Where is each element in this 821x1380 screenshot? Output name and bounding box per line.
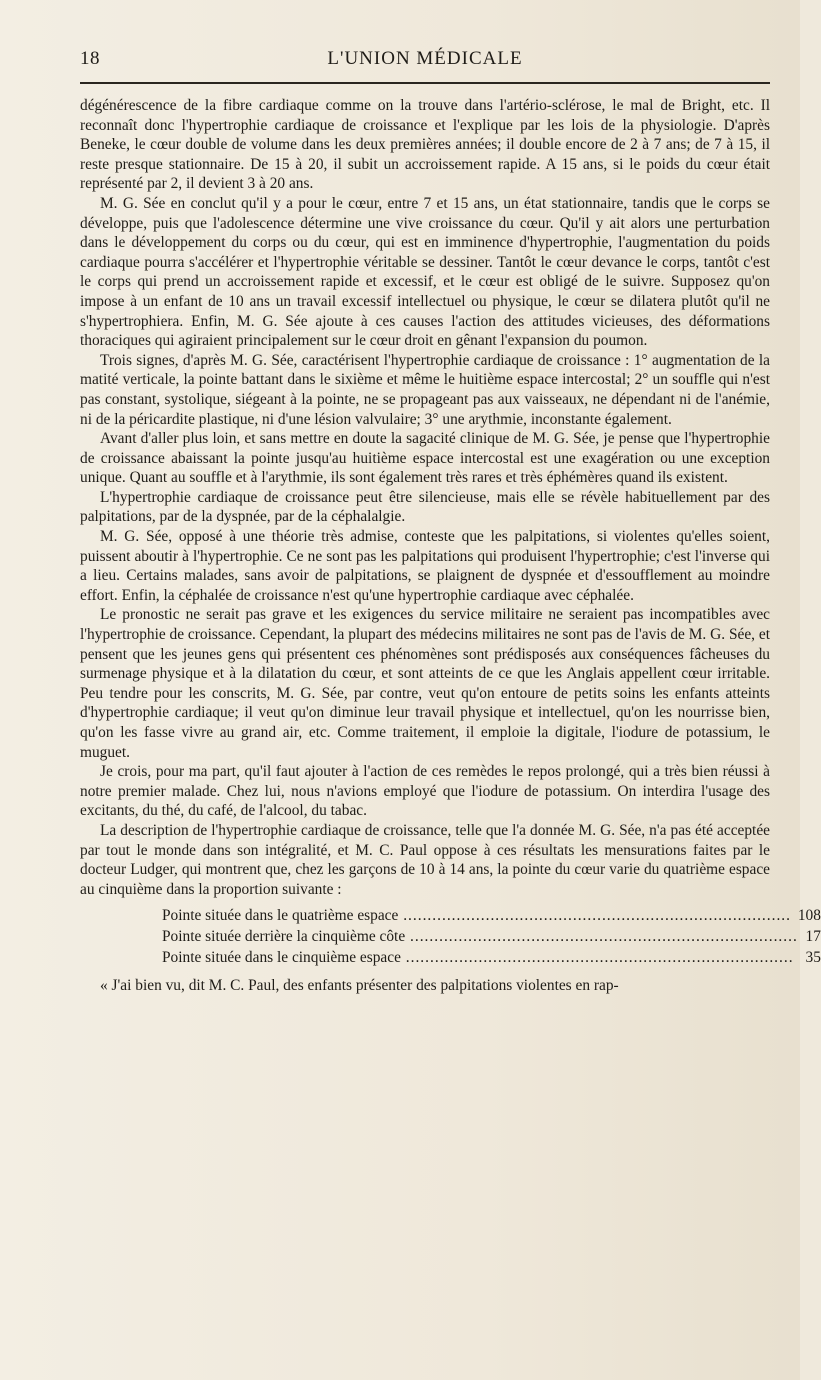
header-rule xyxy=(80,82,770,84)
article-body xyxy=(80,96,821,996)
measurement-label: Pointe située derrière la cinquième côte xyxy=(162,928,406,946)
measurement-value: 17 xyxy=(805,928,821,946)
paragraph-8: Je crois, pour ma part, qu'il faut ajouter à l'action de ces remèdes le repos prolongé, qui a très bien réussi à notre premier malade. Chez lui, nous n'avions employé que l'iodure de potassium. On interdira l'usage des excitants, du thé, du café, de l'alcool, du tabac. xyxy=(80,763,770,820)
leader-dots xyxy=(401,949,794,966)
table-row xyxy=(162,905,821,926)
measurement-label: Pointe située dans le cinquième espace xyxy=(162,949,401,967)
measurement-value: 35 xyxy=(805,949,821,967)
paragraph-2: M. G. Sée en conclut qu'il y a pour le cœur, entre 7 et 15 ans, un état stationnaire, tandis que le corps se développe, puis que l'adolescence détermine une vive croissance du cœur. Qu'il y ait alors une perturbation dans le développement du corps ou du cœur, qui est en imminence d'hypertrophie, l'augmentation du poids cardiaque pourra s'accélérer et l'hypertrophie véritable se dessiner. Tantôt le cœur devance le corps, tantôt c'est le corps qui prend un accroissement rapide et excessif, et le cœur est obligé de le suivre. Supposez qu'on impose à un enfant de 10 ans un travail excessif intellectuel ou physique, le cœur se dilatera plutôt qu'il ne s'hypertrophiera. Enfin, M. G. Sée ajoute à ces causes l'action des attitudes vicieuses, des déformations thoraciques qui agiraient principalement sur le cœur droit en gênant l'expansion du poumon. xyxy=(80,194,770,350)
paragraph-5: L'hypertrophie cardiaque de croissance peut être silencieuse, mais elle se révèle habituellement par des palpitations, par de la dyspnée, par de la céphalalgie. xyxy=(80,488,770,526)
paragraph-9: La description de l'hypertrophie cardiaque de croissance, telle que l'a donnée M. G. Sée, n'a pas été acceptée par tout le monde dans son intégralité, et M. C. Paul oppose à ces résultats les mensurations faites par le docteur Ludger, qui montrent que, chez les garçons de 10 à 14 ans, la pointe du cœur varie du quatrième espace au cinquième dans la proportion suivante : xyxy=(80,821,770,898)
measurement-value: 108 xyxy=(797,907,821,925)
measurement-table xyxy=(162,905,821,968)
paragraph-4: Avant d'aller plus loin, et sans mettre en doute la sagacité clinique de M. G. Sée, je pense que l'hypertrophie de croissance abaissant la pointe jusqu'au huitième espace intercostal est une exagération ou une exception unique. Quant au souffle et à l'arythmie, ils sont également très rares et très éphémères quand ils existent. xyxy=(80,430,770,487)
table-row xyxy=(162,947,821,968)
paragraph-7: Le pronostic ne serait pas grave et les exigences du service militaire ne seraient pas incompatibles avec l'hypertrophie de croissance. Cependant, la plupart des médecins militaires ne sont pas de l'avis de M. G. Sée, et pensent que les jeunes gens qui présentent ces phénomènes sont prédisposés aux conséquences fâcheuses du surmenage physique et à la dilatation du cœur, et sont atteints de ce que les Anglais appellent cœur irritable. Peu tendre pour les conscrits, M. G. Sée, par contre, veut qu'on entoure de petits soins les enfants atteints d'hypertrophie cardiaque; il veut qu'on diminue leur travail physique et intellectuel, qu'on les nourrisse bien, qu'on les fasse vivre au grand air, etc. Comme traitement, il emploie la digitale, l'iodure de potassium, le muguet. xyxy=(80,606,770,761)
table-row xyxy=(162,926,821,947)
running-title: L'UNION MÉDICALE xyxy=(327,48,523,69)
paragraph-3: Trois signes, d'après M. G. Sée, caractérisent l'hypertrophie cardiaque de croissance : 1° augmentation de la matité verticale, la pointe battant dans le sixième et même le huitième espace intercostal; 2° un souffle qui n'est pas constant, systolique, siégeant à la pointe, ne se propageant pas aux vaisseaux, ne dépendant ni de l'anémie, ni de la péricardite plastique, ni d'une lésion valvulaire; 3° une arythmie, inconstante également. xyxy=(80,351,770,428)
leader-dots xyxy=(398,907,791,924)
page-header xyxy=(80,48,770,76)
leader-dots xyxy=(405,928,798,945)
measurement-label: Pointe située dans le quatrième espace xyxy=(162,907,399,925)
paragraph-1: dégénérescence de la fibre cardiaque comme on la trouve dans l'artério-sclérose, le mal de Bright, etc. Il reconnaît donc l'hypertrophie cardiaque de croissance et l'explique par les lois de la physiologie. D'après Beneke, le cœur double de volume dans les deux premières années; il double encore de 2 à 7 ans; de 7 à 15, il reste presque stationnaire. De 15 à 20, il subit un accroissement rapide. A 15 ans, si le poids du cœur était représenté par 2, il devient 3 à 20 ans. xyxy=(80,97,770,193)
paragraph-6: M. G. Sée, opposé à une théorie très admise, conteste que les palpitations, si violentes qu'elles soient, puissent aboutir à l'hypertrophie. Ce ne sont pas les palpitations qui produisent l'hypertrophie; c'est l'inverse qui a lieu. Certains malades, sans avoir de palpitations, se plaignent de dyspnée et d'essoufflement au moindre effort. Enfin, la céphalée de croissance n'est qu'une hypertrophie cardiaque avec céphalée. xyxy=(80,528,770,604)
closing-line: « J'ai bien vu, dit M. C. Paul, des enfants présenter des palpitations violentes en rap- xyxy=(100,977,619,995)
page-number: 18 xyxy=(80,48,100,69)
